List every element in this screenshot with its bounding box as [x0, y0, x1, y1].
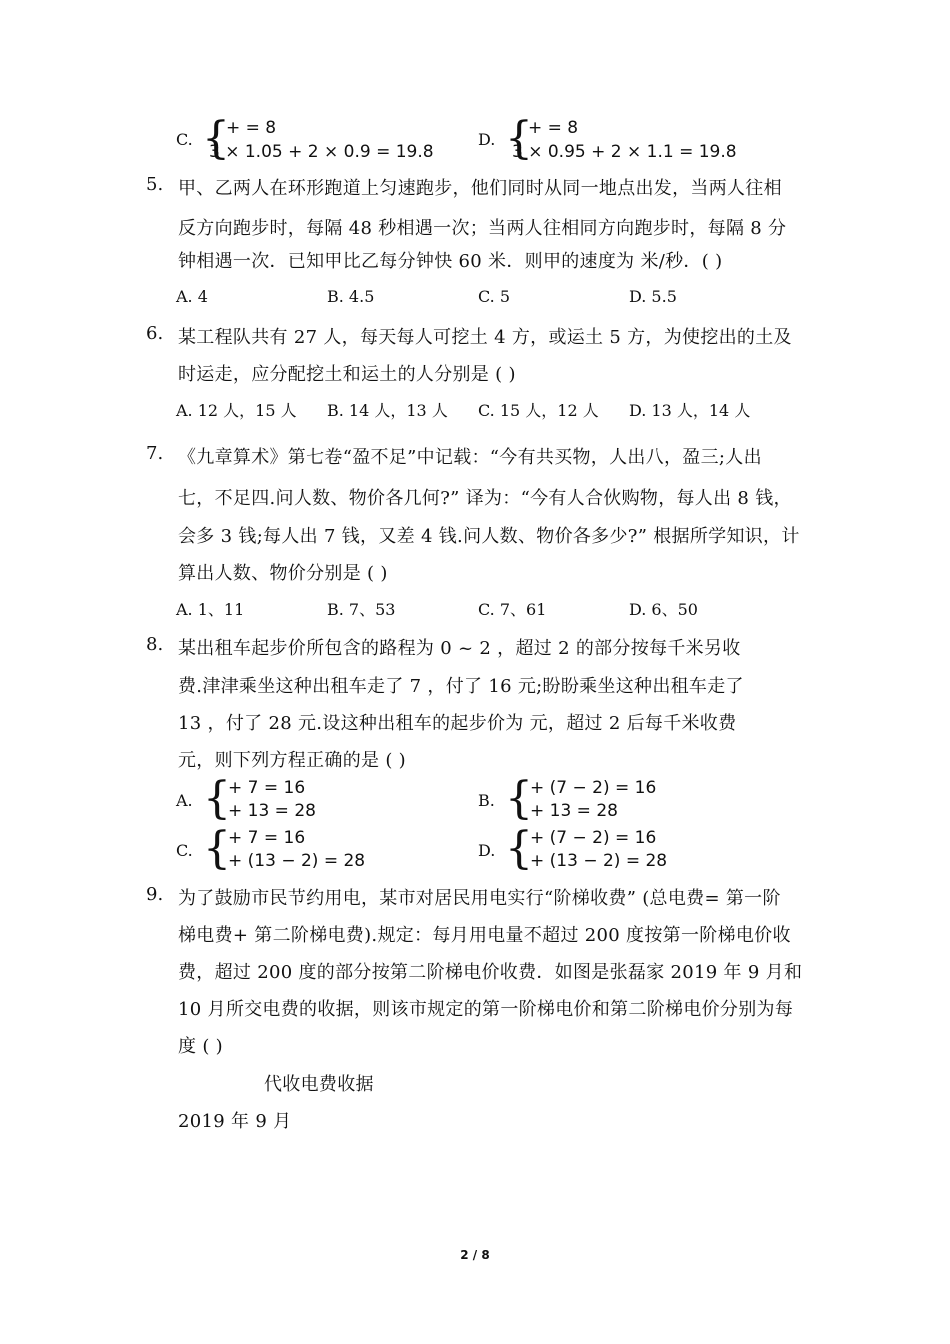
question-text-line: 反方向跑步时，每隔 48 秒相遇一次；当两人往相同方向跑步时，每隔 8 分 — [178, 218, 787, 239]
question-number: 8. — [146, 634, 164, 655]
question-number: 6. — [146, 323, 164, 344]
option-label: B. — [478, 791, 495, 810]
answer-option-c: C. 7、61 — [478, 600, 547, 619]
equation-row-1: + (7 − 2) = 16 — [530, 828, 657, 848]
brace-icon: { — [505, 823, 533, 874]
answer-option-d: D. 5.5 — [629, 287, 677, 306]
question-text-line: 元，则下列方程正确的是 ( ) — [178, 750, 406, 771]
question-text-line: 某出租车起步价所包含的路程为 0 ~ 2 ，超过 2 的部分按每千米另收 — [178, 638, 741, 659]
answer-option-c: C. 5 — [478, 287, 511, 306]
option-label: C. — [176, 841, 193, 860]
question-number: 7. — [146, 443, 164, 464]
brace-icon: { — [203, 773, 231, 824]
receipt-date: 2019 年 9 月 — [178, 1111, 292, 1132]
brace-icon: { — [505, 773, 533, 824]
question-text-line: 梯电费+ 第二阶梯电费).规定：每月用电量不超过 200 度按第一阶梯电价收 — [178, 925, 791, 946]
question-text-line: 某工程队共有 27 人，每天每人可挖土 4 方，或运土 5 方，为使挖出的土及 — [178, 327, 792, 348]
equation-row-1: + 7 = 16 — [228, 828, 306, 848]
question-text-line: 时运走，应分配挖土和运土的人分别是 ( ) — [178, 364, 516, 385]
receipt-title: 代收电费收据 — [264, 1074, 374, 1095]
answer-option-a: A. 1、11 — [176, 600, 245, 619]
answer-option-a: A. 12 人，15 人 — [176, 401, 297, 420]
equation-row-1: + 7 = 16 — [228, 778, 306, 798]
brace-icon: { — [202, 113, 230, 164]
answer-option-b: B. 4.5 — [327, 287, 375, 306]
question-text-line: 甲、乙两人在环形跑道上匀速跑步，他们同时从同一地点出发，当两人往相 — [178, 178, 782, 199]
question-text-line: 费.津津乘坐这种出租车走了 7 ，付了 16 元;盼盼乘坐这种出租车走了 — [178, 676, 744, 697]
answer-option-c: C. 15 人，12 人 — [478, 401, 599, 420]
equation-row-2: + 13 = 28 — [228, 801, 316, 821]
option-label: D. — [478, 130, 496, 149]
answer-option-a: A. 4 — [176, 287, 208, 306]
option-label: D. — [478, 841, 496, 860]
question-text-line: 费，超过 200 度的部分按第二阶梯电价收费．如图是张磊家 2019 年 9 月和 — [178, 962, 803, 983]
answer-option-b: B. 14 人，13 人 — [327, 401, 448, 420]
page-number: 2 / 8 — [460, 1248, 490, 1262]
question-number: 5. — [146, 174, 164, 195]
answer-option-b: B. 7、53 — [327, 600, 396, 619]
brace-icon: { — [203, 823, 231, 874]
equation-row-1: + = 8 — [226, 118, 277, 138]
answer-option-d: D. 6、50 — [629, 600, 698, 619]
question-text-line: 为了鼓励市民节约用电，某市对居民用电实行“阶梯收费” (总电费= 第一阶 — [178, 888, 781, 909]
question-text-line: 度 ( ) — [178, 1036, 223, 1057]
question-text-line: 算出人数、物价分别是 ( ) — [178, 563, 388, 584]
equation-row-1: + = 8 — [528, 118, 579, 138]
question-text-line: 钟相遇一次．已知甲比乙每分钟快 60 米．则甲的速度为 米/秒．( ) — [178, 251, 723, 272]
question-text-line: 13 ，付了 28 元.设这种出租车的起步价为 元，超过 2 后每千米收费 — [178, 713, 737, 734]
equation-row-2: + 13 = 28 — [530, 801, 618, 821]
option-label: A. — [176, 791, 193, 810]
equation-row-2: 3 × 1.05 + 2 × 0.9 = 19.8 — [209, 142, 434, 162]
question-text-line: 会多 3 钱;每人出 7 钱，又差 4 钱.问人数、物价各多少?” 根据所学知识，计 — [178, 526, 800, 547]
question-text-line: 七，不足四.问人数、物价各几何?” 译为：“今有人合伙购物，每人出 8 钱， — [178, 488, 792, 509]
brace-icon: { — [505, 113, 533, 164]
question-text-line: 10 月所交电费的收据，则该市规定的第一阶梯电价和第二阶梯电价分别为每 — [178, 999, 794, 1020]
question-number: 9. — [146, 884, 164, 905]
equation-row-2: + (13 − 2) = 28 — [530, 851, 668, 871]
equation-row-1: + (7 − 2) = 16 — [530, 778, 657, 798]
answer-option-d: D. 13 人，14 人 — [629, 401, 751, 420]
option-label: C. — [176, 130, 193, 149]
equation-row-2: 3 × 0.95 + 2 × 1.1 = 19.8 — [512, 142, 737, 162]
equation-row-2: + (13 − 2) = 28 — [228, 851, 366, 871]
question-text-line: 《九章算术》第七卷“盈不足”中记载：“今有共买物，人出八，盈三;人出 — [178, 447, 762, 468]
